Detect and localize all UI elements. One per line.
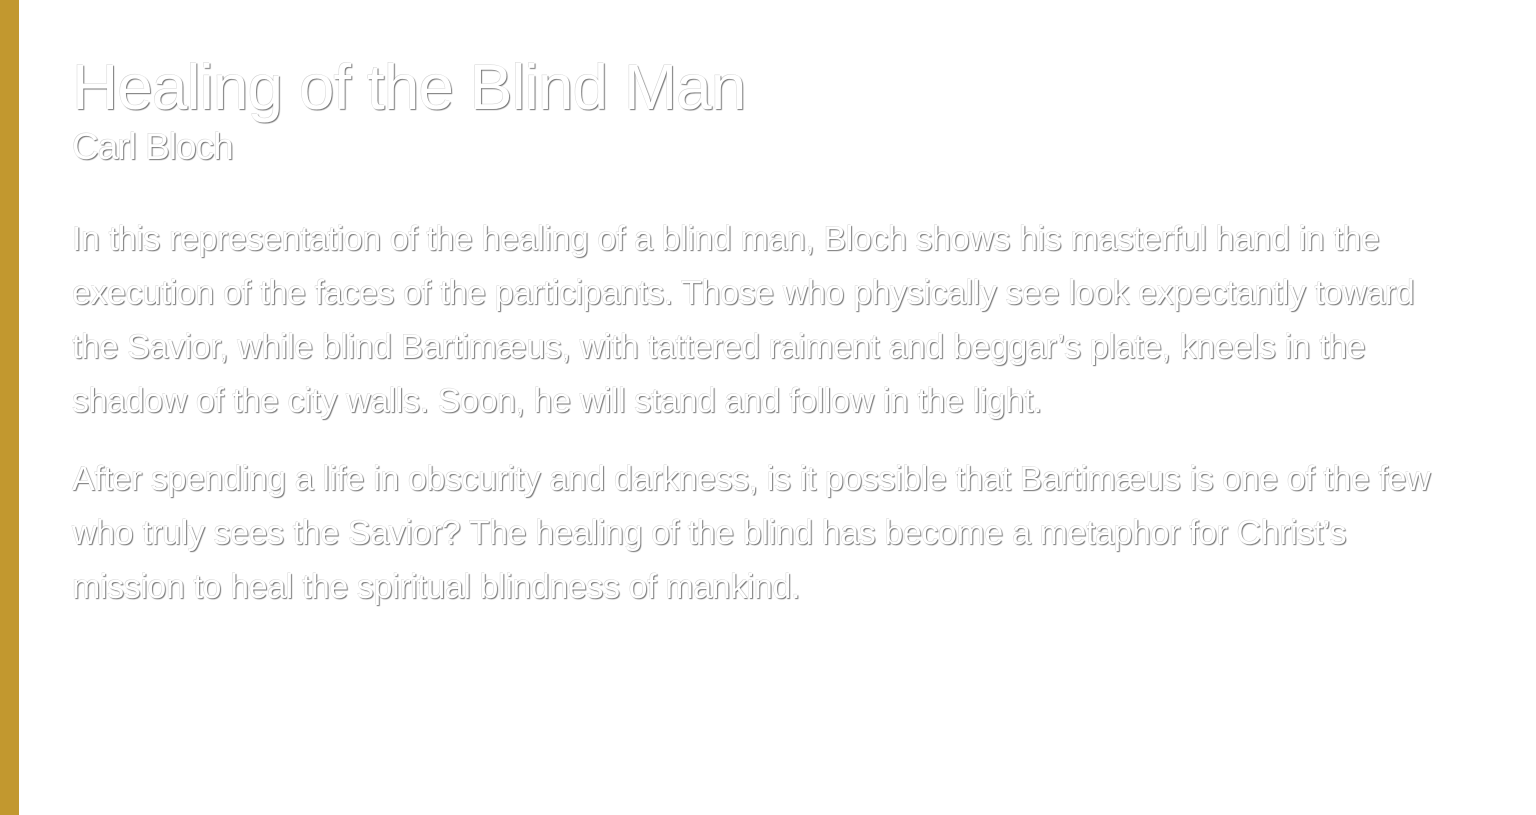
description-paragraph-1: In this representation of the healing of a blind man, Bloch shows his masterful hand in the execution of the faces of the participants. Those who physically see look expectantly toward the Savior, while blind Bartimæus, with tattered raiment and beggar’s plate, kneels in the shadow of the city walls. Soon, he will stand and follow in the light. [72, 220, 1415, 420]
artist-name: Carl Bloch [72, 126, 233, 167]
content-area [72, 50, 1462, 614]
accent-bar [0, 0, 19, 815]
artwork-title: Healing of the Blind Man [72, 51, 746, 123]
description-paragraph-2: After spending a life in obscurity and darkness, is it possible that Bartimæus is one of the few who truly sees the Savior? The healing of the blind has become a metaphor for Christ’s mission to heal the spiritual blindness of mankind. [72, 460, 1431, 606]
